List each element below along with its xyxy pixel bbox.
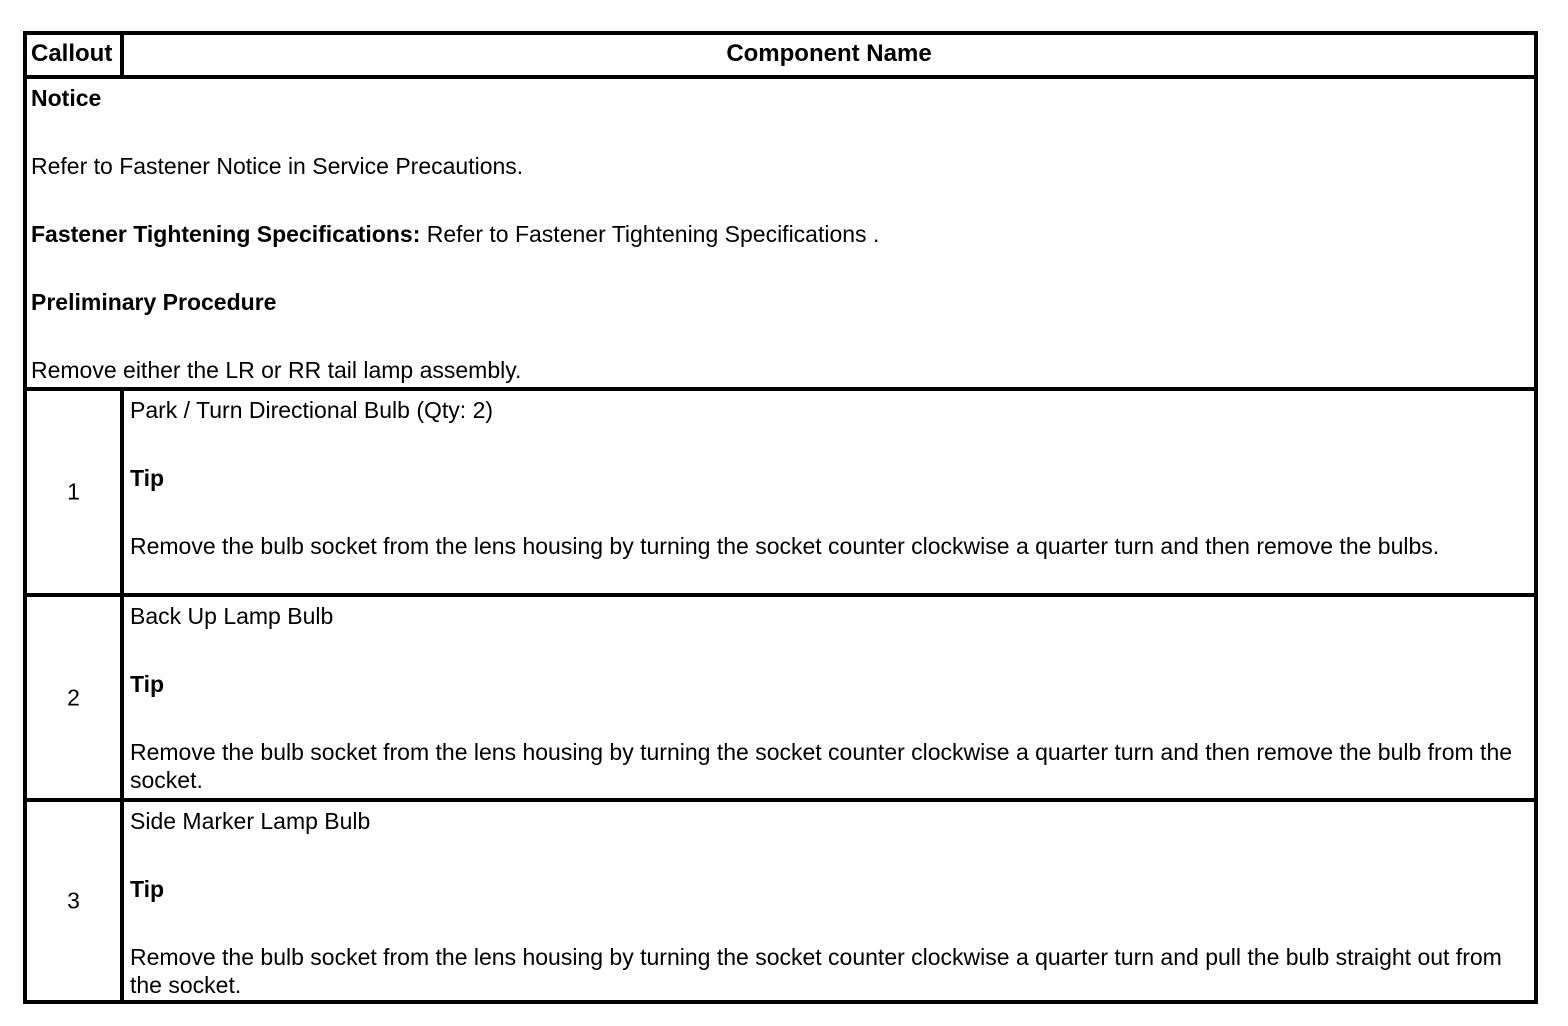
component-cell — [124, 802, 1534, 1000]
component-name: Back Up Lamp Bulb — [130, 603, 334, 629]
table-row — [27, 802, 1534, 1000]
notice-row — [27, 79, 1534, 391]
fastener-spec-label: Fastener Tightening Specifications: — [31, 221, 421, 247]
fastener-notice-text: Refer to Fastener Notice in Service Precautions. — [31, 153, 524, 179]
header-callout-cell — [27, 35, 124, 75]
header-callout: Callout — [31, 40, 113, 67]
tip-text: Remove the bulb socket from the lens housing by turning the socket counter clockwise a quarter turn and then remove the bulbs. — [130, 533, 1440, 559]
preliminary-procedure-title: Preliminary Procedure — [31, 289, 277, 315]
header-component-name: Component Name — [726, 40, 932, 67]
component-table — [23, 31, 1538, 1004]
tip-label: Tip — [130, 465, 165, 491]
header-component-name-cell — [124, 35, 1534, 75]
callout-cell — [27, 597, 124, 798]
component-name: Park / Turn Directional Bulb (Qty: 2) — [130, 397, 494, 423]
tip-text: Remove the bulb socket from the lens housing by turning the socket counter clockwise a quarter turn and pull the bulb straight out from the socket. — [130, 944, 1502, 998]
tip-label: Tip — [130, 876, 165, 902]
callout-cell — [27, 802, 124, 1000]
tip-label: Tip — [130, 671, 165, 697]
callout-number: 2 — [67, 684, 80, 710]
component-cell — [124, 597, 1534, 798]
fastener-spec-line — [31, 217, 1528, 251]
preliminary-procedure-text: Remove either the LR or RR tail lamp assembly. — [31, 357, 522, 383]
callout-number: 3 — [67, 887, 80, 914]
notice-content — [31, 81, 1528, 387]
table-header-row — [27, 35, 1534, 79]
component-cell — [124, 391, 1534, 593]
component-name: Side Marker Lamp Bulb — [130, 808, 371, 834]
tip-text: Remove the bulb socket from the lens housing by turning the socket counter clockwise a quarter turn and then remove the bulb from the socket. — [130, 739, 1513, 793]
table-row — [27, 597, 1534, 802]
notice-title: Notice — [31, 85, 102, 111]
callout-cell — [27, 391, 124, 593]
callout-number: 1 — [67, 478, 80, 505]
fastener-spec-text: Refer to Fastener Tightening Specifications . — [420, 221, 880, 247]
table-row — [27, 391, 1534, 597]
